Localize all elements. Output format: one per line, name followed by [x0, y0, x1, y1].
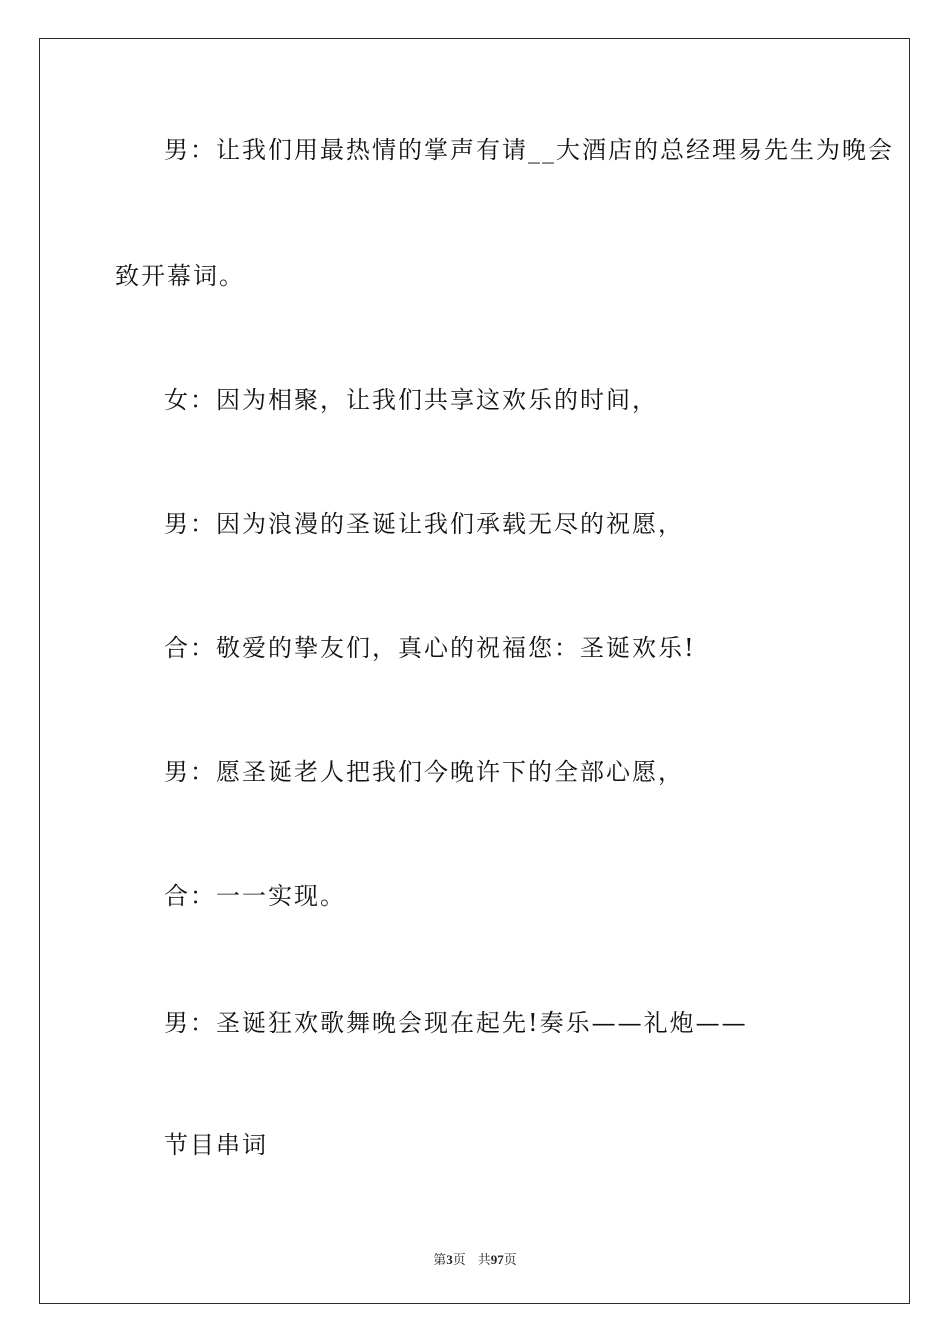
- paragraph-male-intro-cont: 致开幕词。: [115, 262, 245, 290]
- paragraph-male-santa: 男：愿圣诞老人把我们今晚许下的全部心愿，: [164, 758, 684, 786]
- paragraph-male-start: 男：圣诞狂欢歌舞晚会现在起先!奏乐——礼炮——: [164, 1009, 748, 1037]
- page-footer: [0, 1249, 950, 1268]
- footer-total-suffix: 页: [503, 1253, 517, 1268]
- paragraph-male-intro: 男：让我们用最热情的掌声有请__大酒店的总经理易先生为晚会: [164, 136, 894, 164]
- paragraph-together-realize: 合：一一实现。: [164, 882, 346, 910]
- page-border: [39, 38, 910, 1304]
- footer-total-prefix: 共: [477, 1253, 491, 1268]
- footer-total-pages: 97: [490, 1252, 504, 1267]
- footer-page-number: 3: [446, 1252, 453, 1267]
- paragraph-female-gather: 女：因为相聚，让我们共享这欢乐的时间，: [164, 386, 658, 414]
- section-heading-program: 节目串词: [164, 1131, 268, 1159]
- footer-page-suffix: 页: [452, 1253, 466, 1268]
- footer-page-prefix: 第: [433, 1253, 447, 1268]
- paragraph-male-romance: 男：因为浪漫的圣诞让我们承载无尽的祝愿，: [164, 510, 684, 538]
- paragraph-together-wish: 合：敬爱的挚友们，真心的祝福您：圣诞欢乐!: [164, 634, 696, 662]
